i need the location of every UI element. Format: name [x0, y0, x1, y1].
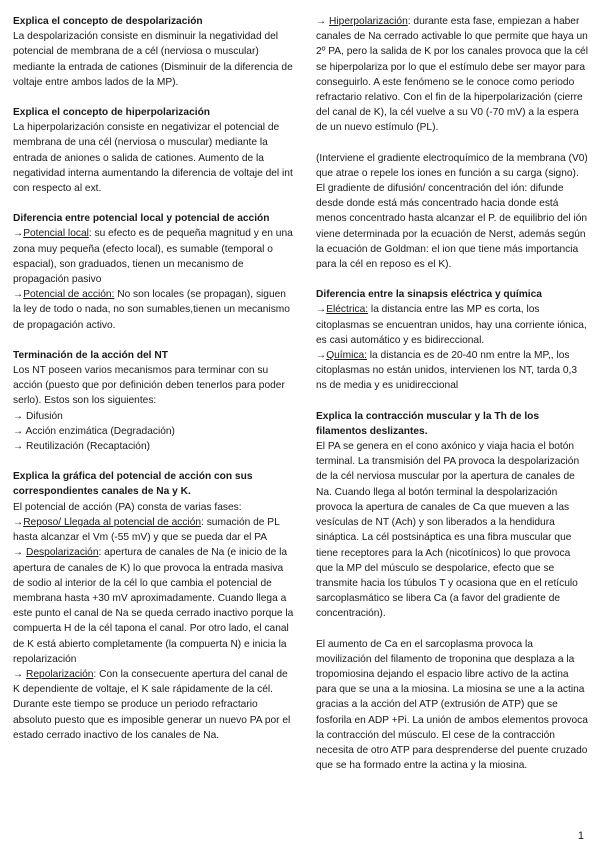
paragraph: El potencial de acción (PA) consta de varias fases: [13, 501, 242, 513]
page-number: 1 [577, 830, 584, 842]
paragraph: La hiperpolarización consiste en negativizar el potencial de membrana de una cél (nerviosa o muscular) mediante la entrada de aniones o salida de cationes. Aumento de la negatividad interna aumentando la diferencia de voltaje del int con respecto al ext. [13, 122, 293, 195]
section-terminacion-nt [13, 348, 295, 454]
section-title: Explica la gráfica del potencial de acción con sus correspondientes canales de Na y K. [13, 471, 253, 498]
term: Potencial local [23, 228, 89, 240]
list-item [13, 667, 295, 743]
paragraph: El aumento de Ca en el sarcoplasma provoca la movilización del filamento de troponina que desplaza a la tropomiosina dejando el espacio libre activo de la actina para que se una a la miosina. La miosina se une a la actina gracias a la acción del ATP (extrusión de ATP) que se fosforila en ADP +Pi. La unión de ambos elementos provoca la contracción del músculo. El cese de la contracción necesita de otro ATP para desprenderse del puente cruzado que se ha formado entre la actina y la miosina. [316, 638, 588, 772]
list-item [316, 348, 588, 394]
section-hiperpolarizacion-fase [316, 14, 588, 136]
list-item [13, 287, 295, 333]
section-hiperpolarizacion [13, 105, 295, 196]
term-text: la distancia entre las MP es corta, los citoplasmas se encuentran unidos, hay una corriente iónica, es casi automático y es bidireccional. [316, 304, 587, 346]
arrow-icon: → [316, 350, 327, 362]
section-gradiente [316, 151, 588, 273]
section-despolarizacion [13, 14, 295, 90]
arrow-icon: → [316, 16, 330, 27]
list-item: → Difusión [13, 410, 63, 422]
list-item [13, 515, 295, 545]
section-title: Explica la contracción muscular y la Th de los filamentos deslizantes. [316, 410, 540, 437]
section-sinapsis [316, 287, 588, 393]
term-text: : apertura de canales de Na (e inicio de la apertura de canales de K) lo que provoca la entrada masiva de sodio al interior de la cél lo que cambia el potencial de membrana hasta +30 mV aproximadamente. Cuando llega a este punto el canal de Na se queda cerrado inactivo porque la compuerta H de la cél tapona el canal. Por otro lado, el canal de K está abierto completamente (la compuerta N) e inicia la repolarización [13, 547, 294, 665]
paragraph: La despolarización consiste en disminuir la negatividad del potencial de membrana de a cél (nerviosa o muscular) mediante la entrada de cationes (Disminuir de la diferencia de voltaje entre ambos lados de la MP). [13, 31, 293, 88]
term: Química: [326, 350, 367, 362]
section-contraccion-muscular [316, 409, 588, 774]
left-column [13, 14, 295, 758]
term-text: : Con la consecuente apertura del canal de K dependiente de voltaje, el K sale rápidamente de la cél. Durante este tiempo se produce un periodo refractario absoluto puesto que es imposible generar un nuevo PA por el estado cerrado inactivo de los canales de Na. [13, 668, 291, 741]
list-item [13, 545, 295, 667]
term: Repolarización [26, 668, 94, 680]
term: Hiperpolarización [329, 16, 408, 27]
section-title: Explica el concepto de hiperpolarización [13, 107, 211, 119]
term-text: la distancia es de 20-40 nm entre la MP,, los citoplasmas no están unidos, intervienen los NT, tarda 0,3 ns de media y es unidireccional [316, 350, 578, 392]
list-item [13, 226, 295, 287]
list-item [316, 14, 588, 136]
section-potencial-local-accion [13, 211, 295, 333]
arrow-icon: → [13, 547, 27, 559]
paragraph-spacer [316, 622, 588, 637]
arrow-icon: → [13, 516, 24, 528]
arrow-icon: → [13, 668, 27, 680]
term-text: : durante esta fase, empiezan a haber canales de Na cerrado activable lo que permite que haya un 2º PA, pero la salida de K por los canales provoca que la cél se hiperpolariza por lo que el estímulo debe ser mayor para conseguirlo. A este fenómeno se le conoce como periodo refractario relativo. Con el fin de la hiperpolarización (cierre del canal de K), la cél vuelve a su V0 (-70 mV) a la espera de un nuevo estímulo (PL). [316, 16, 588, 134]
term: Potencial de acción: [23, 289, 115, 301]
list-item: → Reutilización (Recaptación) [13, 441, 151, 453]
term: Despolarización [26, 547, 99, 559]
section-grafica-potencial [13, 469, 295, 743]
paragraph: El PA se genera en el cono axónico y viaja hacia el botón terminal. La transmisión del PA provoca la despolarización de la cél nerviosa muscular por la apertura de canales de Na. Cuando llega al botón terminal la despolarización provoca la apertura de canales de Ca que mueven a las vesículas de NT (Ach) y son liberados a la hendidura sináptica. La cél postsináptica es una fibra muscular que tiene receptores para la Ach (nicotínicos) lo que provoca que la MP del músculo se despolarice, efecto que se transmite hacia los túbulos T y ocasiona que en el retículo sarcoplasmático se libera Ca (a favor del gradiente de concentración). [316, 441, 580, 620]
paragraph: Los NT poseen varios mecanismos para terminar con su acción (puesto que por definición deben tenerlos para poder serlo). Estos son los siguientes: [13, 365, 285, 407]
arrow-icon: → [13, 289, 24, 301]
list-item [316, 302, 588, 348]
arrow-icon: → [316, 304, 327, 316]
section-title: Terminación de la acción del NT [13, 349, 168, 361]
term: Reposo/ Llegada al potencial de acción [23, 516, 202, 528]
term-text: No son locales (se propagan), siguen la ley de todo o nada, no son sumables,tienen un mecanismo de propagación activo. [13, 289, 290, 331]
term: Eléctrica: [326, 304, 369, 316]
section-title: Diferencia entre potencial local y potencial de acción [13, 213, 270, 225]
term-text: : sumación de PL hasta alcanzar el Vm (-55 mV) y que se pueda dar el PA [13, 516, 280, 544]
list-item: → Acción enzimática (Degradación) [13, 425, 175, 437]
right-column [316, 14, 588, 788]
paragraph: (Interviene el gradiente electroquímico de la membrana (V0) que atrae o repele los iones en función a su carga (signo). El gradiente de difusión/ concentración del ión: difunde desde donde está más concentrado hacia donde está menos concentrado hasta alcanzar el P. de equilibrio del ión viene determinada por la ecuación de Nerst, además según la ecuación de Goldman: el ion que tiene más importancia para la cél en reposo es el K). [316, 152, 588, 271]
arrow-icon: → [13, 228, 24, 240]
section-title: Diferencia entre la sinapsis eléctrica y química [316, 289, 542, 301]
term-text: : su efecto es de pequeña magnitud y en una zona muy pequeña (efecto local), es sumable (temporal o espacial), son graduados, tienen un mecanismo de propagación pasivo [13, 228, 293, 286]
section-title: Explica el concepto de despolarización [13, 16, 203, 27]
